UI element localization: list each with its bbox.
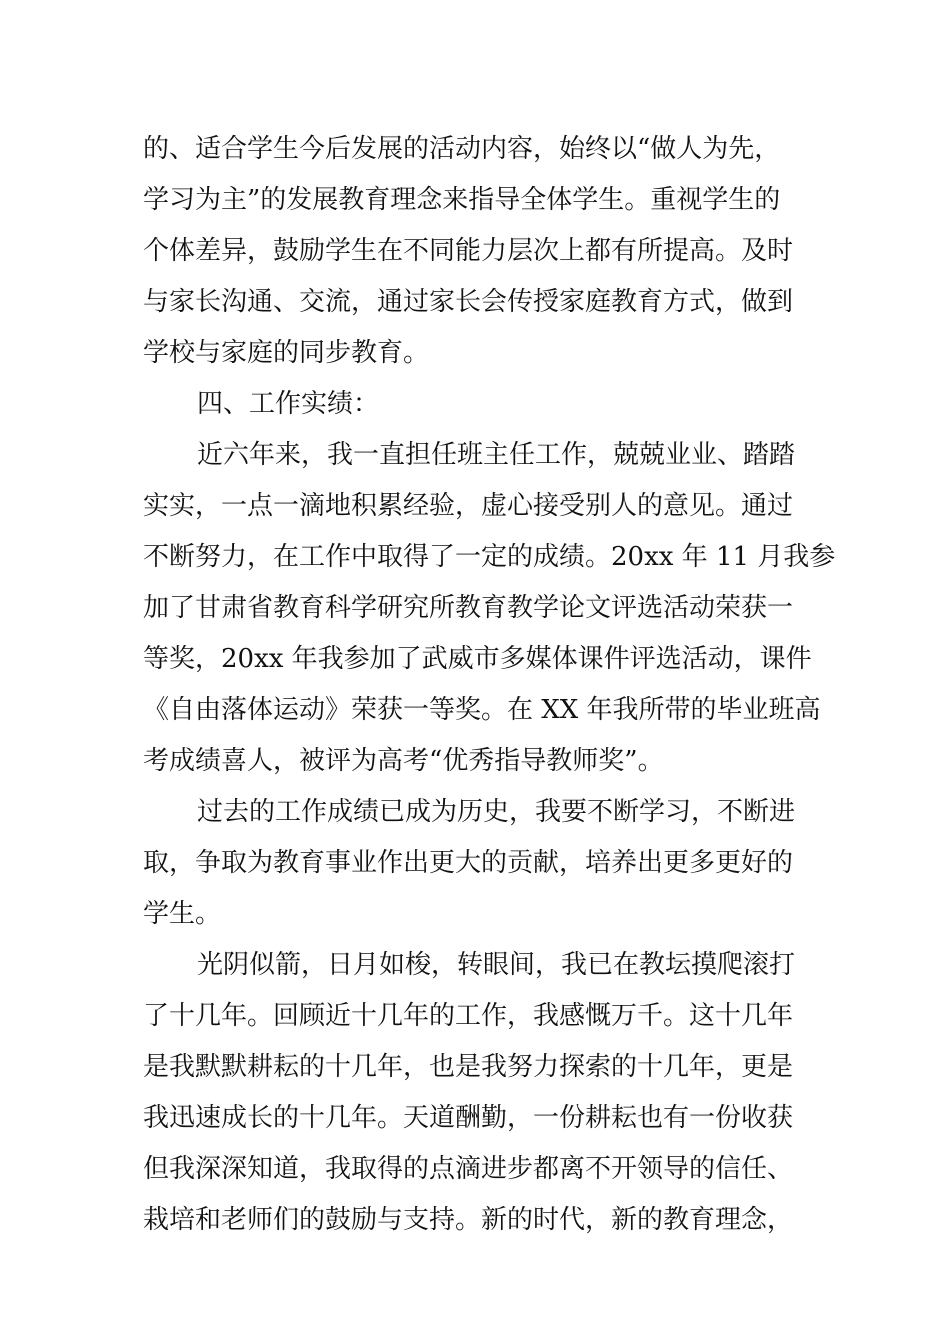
text-line: 我迅速成长的十几年。天道酬勤，一份耕耘也有一份收获	[143, 1103, 794, 1133]
text-line: 了十几年。回顾近十几年的工作，我感慨万千。这十几年	[143, 1001, 794, 1031]
text-line: 个体差异，鼓励学生在不同能力层次上都有所提高。及时	[143, 236, 794, 266]
text-line: 过去的工作成绩已成为历史，我要不断学习，不断进	[197, 797, 796, 827]
document-body	[143, 124, 836, 1246]
section-heading: 四、工作实绩：	[197, 389, 380, 419]
text-line: 学生。	[143, 899, 222, 929]
text-line: 学校与家庭的同步教育。	[143, 338, 430, 368]
text-line: 光阴似箭，日月如梭，转眼间，我已在教坛摸爬滚打	[197, 950, 796, 980]
text-line: 考成绩喜人，被评为高考“优秀指导教师奖”。	[143, 746, 664, 776]
text-line: 等奖，20xx 年我参加了武威市多媒体课件评选活动，课件	[143, 644, 812, 674]
text-line: 取，争取为教育事业作出更大的贡献，培养出更多更好的	[143, 848, 794, 878]
text-line: 实实，一点一滴地积累经验，虚心接受别人的意见。通过	[143, 491, 794, 521]
text-line: 与家长沟通、交流，通过家长会传授家庭教育方式，做到	[143, 287, 794, 317]
text-line: 的、适合学生今后发展的活动内容，始终以“做人为先，	[143, 134, 781, 164]
text-line: 《自由落体运动》荣获一等奖。在 XX 年我所带的毕业班高	[143, 695, 821, 725]
text-line: 栽培和老师们的鼓励与支持。新的时代，新的教育理念，	[143, 1205, 794, 1235]
text-line: 是我默默耕耘的十几年，也是我努力探索的十几年，更是	[143, 1052, 794, 1082]
text-line: 近六年来，我一直担任班主任工作，兢兢业业、踏踏	[197, 440, 796, 470]
text-line: 加了甘肃省教育科学研究所教育教学论文评选活动荣获一	[143, 593, 794, 623]
text-line: 学习为主”的发展教育理念来指导全体学生。重视学生的	[143, 185, 781, 215]
text-line: 不断努力，在工作中取得了一定的成绩。20xx 年 11 月我参	[143, 542, 836, 572]
text-line: 但我深深知道，我取得的点滴进步都离不开领导的信任、	[143, 1154, 794, 1184]
